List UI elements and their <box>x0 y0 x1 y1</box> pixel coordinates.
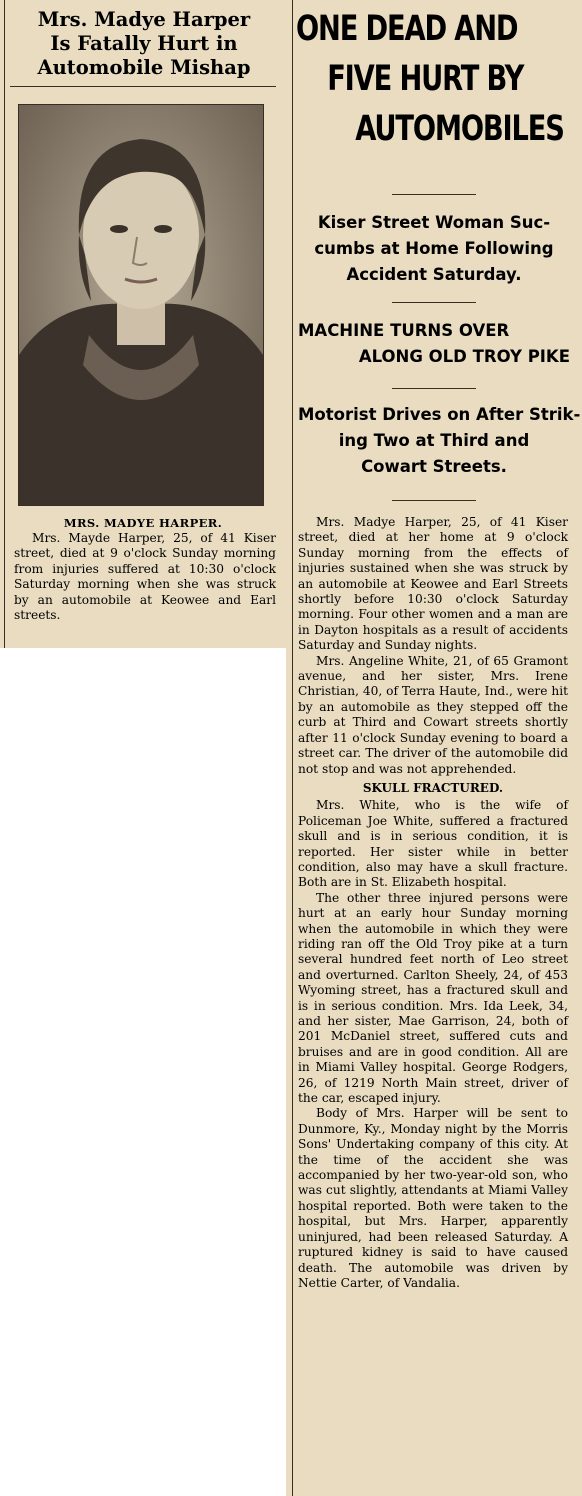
deck-line: ing Two at Third and <box>338 431 530 450</box>
main-headline-line: AUTOMOBILES <box>355 109 564 149</box>
deck-kiser-street <box>298 210 570 288</box>
main-headline <box>296 4 564 154</box>
article-paragraph: Mrs. Madye Harper, 25, of 41 Kiser street, died at her home at 9 o'clock Sunday morning from the effects of injuries sustained when she was struck by an automobile at Keowee and Earl Streets shortly before 10:30 o'clock Saturday morning. Four other women and a man are in Dayton hospitals as a result of accidents Saturday and Sunday nights. <box>298 515 568 653</box>
left-headline-line: Is Fatally Hurt in <box>50 32 238 55</box>
article-paragraph: The other three injured persons were hurt at an early hour Sunday morning when the automobile in which they were riding ran off the Old Troy pike at a turn several hundred feet north of Leo street and overturned. Carlton Sheely, 24, of 453 Wyoming street, has a fractured skull and is in serious condition. Mrs. Ida Leek, 34, and her sister, Mae Garrison, 24, both of 201 McDaniel street, suffered cuts and bruises and are in good condition. All are in Miami Valley hospital. George Rodgers, 26, of 1219 North Main street, driver of the car, escaped injury. <box>298 890 568 1106</box>
deck-rule <box>392 500 476 501</box>
deck-motorist-drives-on <box>298 402 581 480</box>
deck-line: MACHINE TURNS OVER <box>298 321 510 340</box>
left-paragraph: Mrs. Mayde Harper, 25, of 41 Kiser street, died at 9 o'clock Sunday morning from injuries suffered at 10:30 o'clock Saturday morning when she was struck by an automobile at Keowee and Earl streets. <box>14 531 276 623</box>
deck-line: Cowart Streets. <box>361 457 507 476</box>
deck-line: Motorist Drives on After Strik- <box>298 405 581 424</box>
deck-rule <box>392 388 476 389</box>
deck-machine-turns-over <box>298 318 570 370</box>
left-article-body <box>14 531 276 623</box>
article-paragraph: Body of Mrs. Harper will be sent to Dunmore, Ky., Monday night by the Morris Sons' Undertaking company of this city. At the time of the accident she was accompanied by her two-year-old son, who was cut slightly, attendants at Miami Valley hospital reported. Both were taken to the hospital, but Mrs. Harper, apparently uninjured, had been released Saturday. A ruptured kidney is said to have caused death. The automobile was driven by Nettie Carter, of Vandalia. <box>298 1106 568 1290</box>
deck-line: ALONG OLD TROY PIKE <box>358 347 570 366</box>
article-paragraph: Mrs. Angeline White, 21, of 65 Gramont avenue, and her sister, Mrs. Irene Christian, 40, of Terra Haute, Ind., were hit by an automobile as they stepped off the curb at Third and Cowart streets shortly after 11 o'clock Sunday evening to board a street car. The driver of the automobile did not stop and was not apprehended. <box>298 653 568 776</box>
left-column-rule <box>4 0 5 648</box>
left-headline-line: Automobile Mishap <box>37 56 251 79</box>
subhead-skull-fractured: SKULL FRACTURED. <box>362 780 504 795</box>
left-headline-line: Mrs. Madye Harper <box>37 8 251 31</box>
main-headline-line: ONE DEAD AND <box>296 9 518 49</box>
deck-line: cumbs at Home Following <box>314 239 554 258</box>
deck-line: Accident Saturday. <box>346 265 522 284</box>
deck-line: Kiser Street Woman Suc- <box>317 213 551 232</box>
left-headline <box>8 8 280 80</box>
deck-rule <box>392 302 476 303</box>
column-divider <box>292 0 293 1496</box>
portrait-photo <box>18 104 264 506</box>
right-article-body <box>298 515 568 1291</box>
article-paragraph: Mrs. White, who is the wife of Policeman Joe White, suffered a fractured skull and is in serious condition, it is reported. Her sister while in better condition, also may have a skull fracture. Both are in St. Elizabeth hospital. <box>298 798 568 890</box>
portrait-image <box>19 105 263 505</box>
main-headline-line: FIVE HURT BY <box>327 59 524 99</box>
left-headline-rule <box>10 86 276 87</box>
deck-rule <box>392 194 476 195</box>
photo-caption: MRS. MADYE HARPER. <box>63 516 223 530</box>
